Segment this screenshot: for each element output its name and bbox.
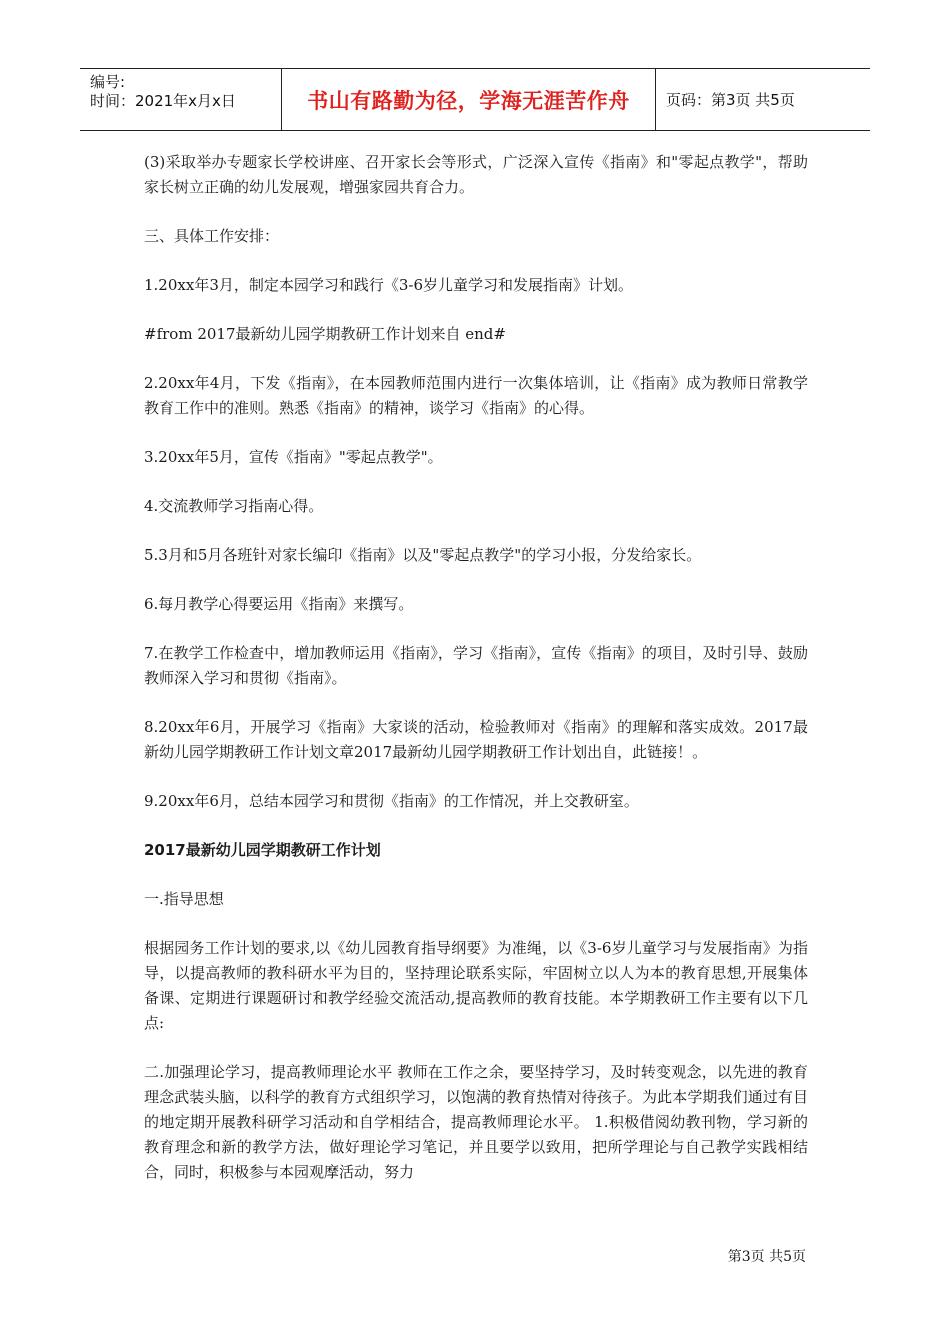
header-page-label: 页码：第3页 共5页: [666, 91, 795, 109]
paragraph: 8.20xx年6月，开展学习《指南》大家谈的活动，检验教师对《指南》的理解和落实成效。2017最新幼儿园学期教研工作计划文章2017最新幼儿园学期教研工作计划出自，此链接！。: [144, 718, 808, 761]
paragraph: (3)采取举办专题家长学校讲座、召开家长会等形式，广泛深入宣传《指南》和"零起点教学"，帮助家长树立正确的幼儿发展观，增强家园共育合力。: [144, 153, 808, 196]
footer-page-number: 第3页 共5页: [727, 1249, 806, 1265]
paragraph: 2.20xx年4月，下发《指南》，在本园教师范围内进行一次集体培训，让《指南》成为教师日常教学教育工作中的准则。熟悉《指南》的精神，谈学习《指南》的心得。: [144, 374, 808, 417]
paragraph: 5.3月和5月各班针对家长编印《指南》以及"零起点教学"的学习小报，分发给家长。: [144, 546, 702, 564]
header-meta-cell: [80, 69, 282, 130]
document-number-label: 编号:: [90, 73, 126, 91]
paragraph: 1.20xx年3月，制定本园学习和践行《3-6岁儿童学习和发展指南》计划。: [144, 276, 634, 294]
paragraph: #from 2017最新幼儿园学期教研工作计划来自 end#: [144, 325, 506, 343]
document-body: [144, 150, 808, 1209]
paragraph: 根据园务工作计划的要求,以《幼儿园教育指导纲要》为准绳，以《3-6岁儿童学习与发展指南》为指导，以提高教师的教科研水平为目的，坚持理论联系实际，牢固树立以人为本的教育思想,开展集体备课、定期进行课题研讨和教学经验交流活动,提高教师的教育技能。本学期教研工作主要有以下几点:: [144, 939, 808, 1032]
header-motto: 书山有路勤为径，学海无涯苦作舟: [282, 69, 656, 130]
section-title: 2017最新幼儿园学期教研工作计划: [144, 841, 381, 859]
paragraph: 6.每月教学心得要运用《指南》来撰写。: [144, 595, 414, 613]
header-table: [80, 68, 870, 131]
paragraph: 3.20xx年5月，宣传《指南》"零起点教学"。: [144, 448, 443, 466]
paragraph: 7.在教学工作检查中，增加教师运用《指南》，学习《指南》，宣传《指南》的项目，及时引导、鼓励教师深入学习和贯彻《指南》。: [144, 644, 808, 687]
paragraph: 二.加强理论学习，提高教师理论水平 教师在工作之余，要坚持学习，及时转变观念，以先进的教育理念武装头脑，以科学的教育方式组织学习，以饱满的教育热情对待孩子。为此本学期我们通过有目的地定期开展教科研学习活动和自学相结合，提高教师理论水平。 1.积极借阅幼教刊物，学习新的教育理念和新的教学方法，做好理论学习笔记，并且要学以致用，把所学理论与自己教学实践相结合，同时，积极参与本园观摩活动，努力: [144, 1063, 808, 1181]
paragraph: 9.20xx年6月，总结本园学习和贯彻《指南》的工作情况，并上交教研室。: [144, 792, 639, 810]
document-time-label: 时间：2021年x月x日: [90, 92, 236, 110]
paragraph: 4.交流教师学习指南心得。: [144, 497, 324, 515]
paragraph: 三、具体工作安排：: [144, 227, 280, 245]
paragraph: 一.指导思想: [144, 890, 224, 908]
